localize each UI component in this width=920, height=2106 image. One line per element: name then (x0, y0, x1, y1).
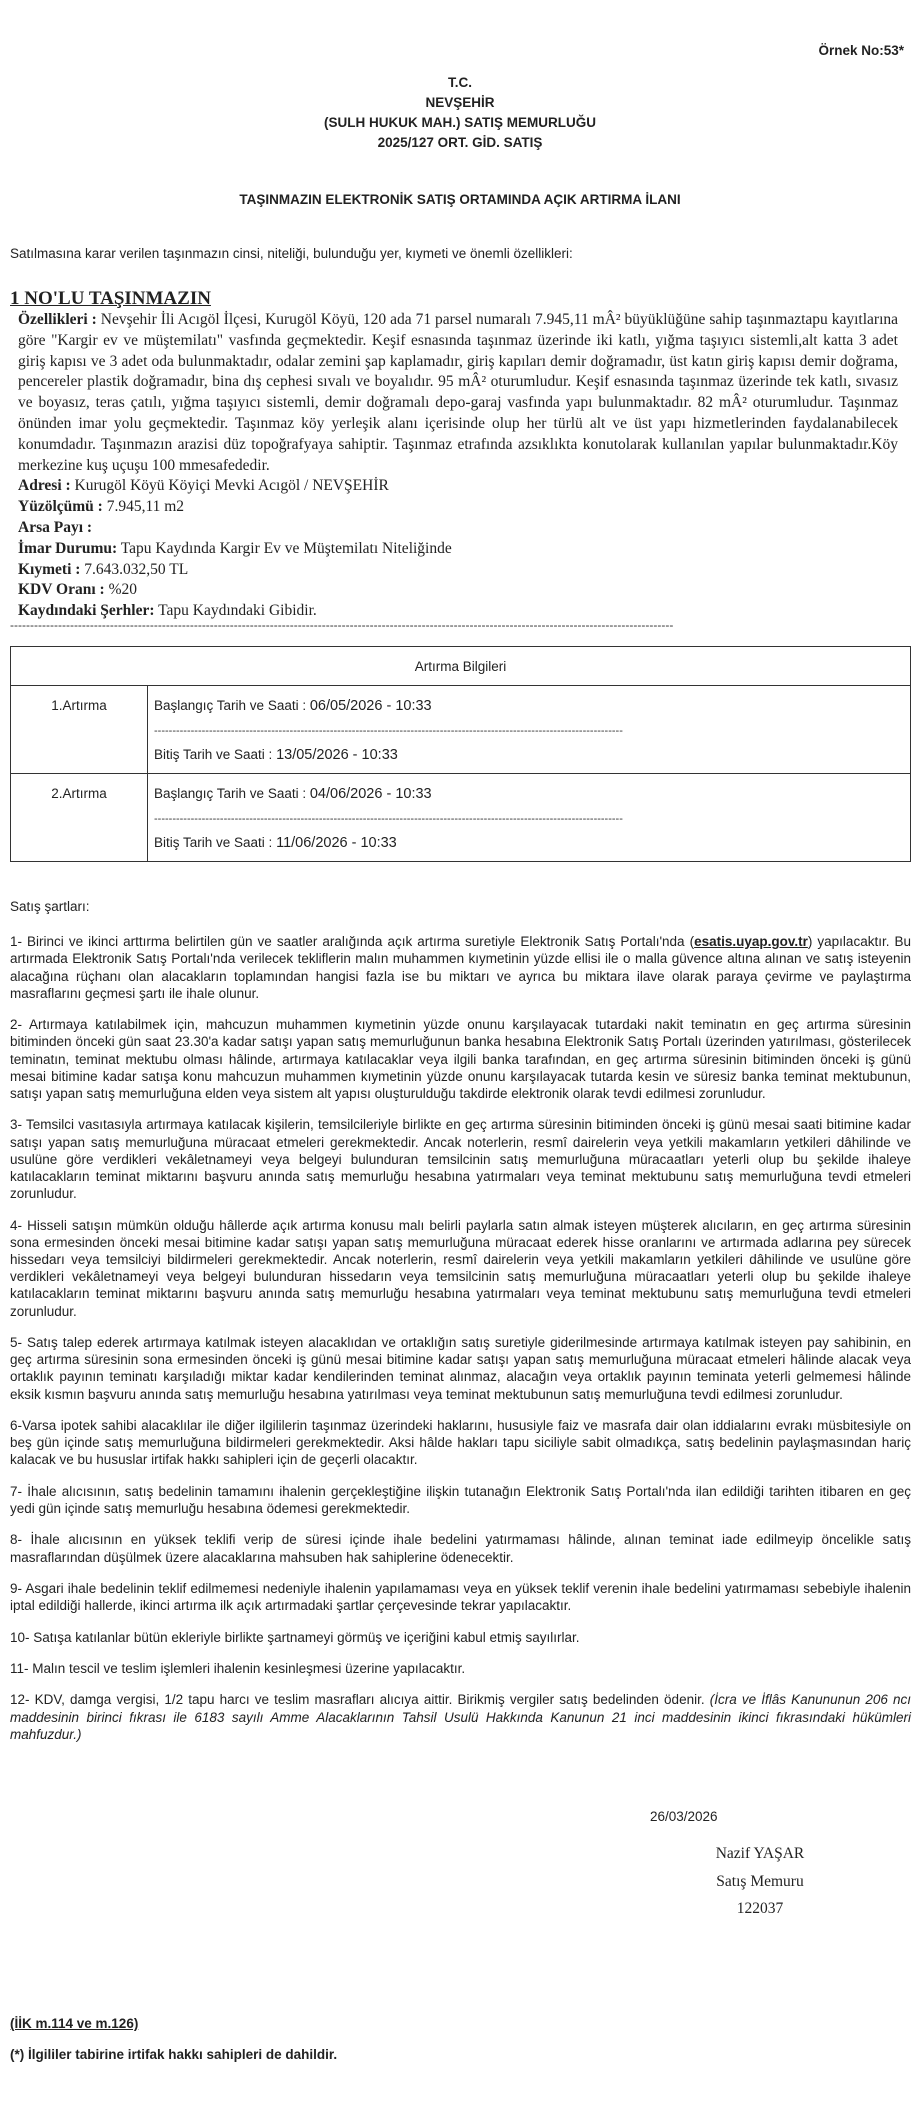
auction-start (154, 784, 904, 804)
auction-end (154, 833, 904, 853)
document-date: 26/03/2026 (650, 1809, 718, 1824)
condition-12-note: (İcra ve İflâs Kanununun 206 ncı maddesinin birinci fıkrası ile 6183 sayılı Amme Alacaklarının Tahsil Usulü Hakkında Kanunun 21 inci maddesinin ikinci fıkrasındaki hükümleri mahfuzdur.) (10, 1692, 911, 1742)
header-line-case-no: 2025/127 ORT. GİD. SATIŞ (377, 135, 543, 150)
header-line-tc: T.C. (447, 75, 472, 90)
date-separator: -------------------------------------------------------------------------------------------------------------------------------- (154, 725, 623, 737)
condition-1 (10, 933, 911, 1002)
zoning-label: İmar Durumu: (18, 539, 118, 557)
auction-name: 1.Artırma (11, 686, 148, 774)
auction-info-table (10, 646, 911, 862)
officer-number: 122037 (736, 1900, 784, 1917)
property-details (10, 310, 898, 622)
address-label: Adresi : (18, 477, 71, 495)
document-header (0, 73, 920, 153)
start-label: Başlangıç Tarih ve Saati : (154, 786, 307, 801)
document-title: TAŞINMAZIN ELEKTRONİK SATIŞ ORTAMINDA AÇIK ARTIRMA İLANI (239, 192, 681, 207)
condition-4: 4- Hisseli satışın mümkün olduğu hâllerde açık artırma konusu malı belirli paylarla satın almak isteyen müşterek alıcıların, en geç artırma süresinin sona ermesinden önceki mesai bitimine kadar satışı yapan satış memurluğuna müracaat ederek hisse oranlarını ve artırmada adlarına pey sürecek hissedarı veya temsilciyi bildirmeleri gerekmektedir. Ancak noterlerin, resmî dairelerin veya yetkili makamların yetkileri dâhilinde ve usulüne göre verdikleri vekâletnameyi veya belgeyi bulunduran hissedarın veya temsilcinin satış memurluğuna müracaatları yeterli olup bu şekilde ihaleye katılacakların teminat miktarını başvuru anında satış memurluğu hesabına yatırmaları veya teminat mektubunu satış memurluğuna tevdi etmeleri zorunludur. (10, 1217, 911, 1319)
property-zoning (18, 539, 898, 560)
portal-link[interactable]: esatis.uyap.gov.tr (694, 934, 808, 950)
vat-label: KDV Oranı : (18, 581, 105, 599)
records-label: Kaydındaki Şerhler: (18, 602, 155, 620)
conditions-title: Satış şartları: (10, 899, 90, 914)
condition-5: 5- Satış talep ederek artırmaya katılmak isteyen alacaklıdan ve ortaklığın satış suretiyle giderilmesinde artırmaya katılmak isteyen pay sahibinin, en geç artırma süresinin sona ermesinden önceki iş günü mesai bitimine kadar satışı yapan satış memurluğuna müracaat etmeleri hâlinde alacak veya ortaklık payının teminatı karşıladığı miktar kadar kendilerinden teminat alınmaz, alacağın veya ortaklık payının teminata yeterli gelmemesi hâlinde eksik kısmın başvuru anında satış memurluğu hesabına yatırılması veya teminat mektubunun satış memurluğuna tevdi edilmesi zorunludur. (10, 1335, 911, 1402)
header-line-office: (SULH HUKUK MAH.) SATIŞ MEMURLUĞU (324, 115, 596, 130)
condition-8: 8- İhale alıcısının en yüksek teklifi verip de süresi içinde ihale bedelini yatırmaması hâlinde, alınan teminat iade edilmeyip öncelikle satış masraflarından düşülmek üzere alacaklarına mahsuben hak sahiplerine ödenecektir. (10, 1532, 911, 1565)
start-date: 06/05/2026 - 10:33 (309, 698, 432, 714)
condition-11: 11- Malın tescil ve teslim işlemleri ihalenin kesinleşmesi üzerine yapılacaktır. (10, 1660, 466, 1676)
intro-text: Satılmasına karar verilen taşınmazın cinsi, niteliği, bulunduğu yer, kıymeti ve önemli özellikleri: (10, 246, 573, 261)
property-heading: 1 NO'LU TAŞINMAZIN (10, 288, 211, 309)
condition-7: 7- İhale alıcısının, satış bedelinin tamamını ihalenin gerçekleştiğine ilişkin tutanağın Elektronik Satış Portalı'nda ilan edildiği tarihten itibaren en geç yedi gün içinde satış memurluğu hesabına ödemesi gerekmektedir. (10, 1483, 911, 1517)
condition-12-text: 12- KDV, damga vergisi, 1/2 tapu harcı ve teslim masrafları alıcıya aittir. Birikmiş vergiler satış bedelinden ödenir. (10, 1692, 705, 1708)
sale-conditions (10, 898, 911, 1757)
condition-9: 9- Asgari ihale bedelinin teklif edilmemesi nedeniyle ihalenin yapılamaması veya en yüksek teklif verenin ihale bedelini yatırmaması sebebiyle ihalenin iptal edildiği hallerde, ikinci artırma ilk açık artırmadaki şartlar çerçevesinde tekrar yapılacaktır. (10, 1581, 911, 1614)
value-label: Kıymeti : (18, 560, 81, 578)
area-value: 7.945,11 m2 (106, 498, 185, 516)
separator-line: ---------------------------------------------------------------------------------------------------------------------------------------------------------------------- (10, 618, 674, 632)
condition-1-text-cont: ) yapılacaktır. Bu artırmada Elektronik Satış Portalı'nda verilecek tekliflerin malın muhammen kıymetinin yüzde ellisi ile o malla güvence altına alınan ve satış isteyenin alacağına rüçhanı olan alacakların toplamından hangisi fazla ise bu miktarı ve ayrıca bu miktara ilave olarak paraya çevirme ve paylaştırma masraflarını geçmesi şartı ile ihale olunur. (10, 934, 911, 1001)
officer-name: Nazif YAŞAR (715, 1845, 805, 1862)
vat-value: %20 (108, 581, 137, 599)
condition-1-text: 1- Birinci ve ikinci arttırma belirtilen gün ve saatler aralığında açık artırma suretiyle Elektronik Satış Portalı'nda ( (10, 934, 695, 950)
zoning-value: Tapu Kaydında Kargir Ev ve Müştemilatı Niteliğinde (120, 539, 452, 557)
area-label: Yüzölçümü : (18, 498, 103, 516)
value-amount: 7.643.032,50 TL (84, 560, 189, 578)
auction-dates (148, 774, 911, 862)
start-label: Başlangıç Tarih ve Saati : (154, 698, 307, 713)
auction-end (154, 745, 904, 765)
records-value: Tapu Kaydındaki Gibidir. (158, 602, 317, 620)
auction-start (154, 696, 904, 716)
property-area (18, 497, 898, 518)
table-row (11, 686, 911, 774)
features-label: Özellikleri : (18, 311, 97, 328)
condition-3: 3- Temsilci vasıtasıyla artırmaya katılacak kişilerin, temsilcileriyle birlikte en geç artırma süresinin bitiminden önceki iş günü mesai saati bitimine kadar satışı yapan satış memurluğuna müracaat etmeleri gerekmektedir. Ancak noterlerin, resmî dairelerin veya yetkili makamların yetkileri dâhilinde ve usulüne göre verdikleri vekâletnameyi veya belgeyi bulunduran temsilcinin satış memurluğuna müracaatları yeterli olup bu şekilde ihaleye katılacakların teminat miktarını başvuru anında satış memurluğu hesabına yatırmaları veya teminat mektubunu satış memurluğuna tevdi etmeleri zorunludur. (10, 1117, 911, 1202)
property-features (18, 310, 898, 476)
property-share (18, 518, 898, 539)
end-label: Bitiş Tarih ve Saati : (154, 747, 273, 762)
officer-title: Satış Memuru (716, 1872, 804, 1890)
sample-number: Örnek No:53* (818, 43, 904, 58)
condition-2: 2- Artırmaya katılabilmek için, mahcuzun muhammen kıymetinin yüzde onunu karşılayacak tutardaki nakit teminatın en geç artırma süresinin bitiminden önceki gün saat 23.30'a kadar satışı yapan satış memurluğunun banka hesabına Elektronik Satış Portalı üzerinden yatırılması, gösterilecek teminatın, teminat mektubu olması hâlinde, artırmaya katılacaklar veya ilgili banka tarafından, en geç artırma süresinin bitiminden önceki iş günü mesai bitimine kadar satışa konu mahcuzun muhammen kıymetinin yüzde onunu karşılayacak tutarda kesin ve süresiz banka teminat mektubunun, satışı yapan satış memurluğuna elden veya sistem alt yapısı oluşturulduğu takdirde elektronik olarak tevdi edilmesi zorunludur. (10, 1017, 911, 1102)
start-date: 04/06/2026 - 10:33 (309, 786, 432, 802)
auction-table-header: Artırma Bilgileri (11, 647, 911, 686)
signature-block (690, 1840, 830, 1923)
address-value: Kurugöl Köyü Köyiçi Mevki Acıgöl / NEVŞEHİR (74, 477, 389, 495)
property-section (10, 288, 898, 622)
condition-12 (10, 1691, 911, 1743)
property-vat (18, 580, 898, 601)
share-label: Arsa Payı : (18, 518, 93, 536)
features-text: Nevşehir İli Acıgöl İlçesi, Kurugöl Köyü, 120 ada 71 parsel numaralı 7.945,11 mÂ² büyüklüğüne sahip taşınmaztapu kayıtlarına göre "Kargir ev ve müştemilatı" vasfında geçmektedir. Keşif esnasında taşınmaz üzerinde iki katlı, yığma taşıyıcı sistemli,alt katta 3 adet giriş kapısı ve 3 adet oda bulunmaktadır, odalar zemini şap kaplamadır, giriş kapıları demir doğramadır, üst katın giriş kapısı demir doğrama, pencereler plastik doğramadır, bina dış cephesi sıvalı ve boyalıdır. 95 mÂ² oturumludur. Keşif esnasında taşınmaz üzerinde tek katlı, sıvasız ve boyasız, teras çatılı, yığma taşıyıcı sistemli, demir doğramalı depo-garaj vasfında yapı bulunmaktadır. 82 mÂ² oturumludur. Taşınmaz önünden imar yolu geçmektedir. Taşınmaz köy yerleşik alanı içerisinde olup her türlü alt ve üst yapı hizmetlerinden faydalanabilecek konumdadır. Taşınmazın arazisi düz topoğrafyaya sahiptir. Taşınmaz etrafında azsıklıkta konutolarak kullanılan yapılar bulunmaktadır.Köy merkezine kuş uçuşu 100 mmesafededir. (18, 311, 899, 474)
end-date: 13/05/2026 - 10:33 (276, 747, 398, 763)
table-row (11, 774, 911, 862)
end-label: Bitiş Tarih ve Saati : (154, 835, 273, 850)
condition-10: 10- Satışa katılanlar bütün ekleriyle birlikte şartnameyi görmüş ve içeriğini kabul etmiş sayılırlar. (10, 1629, 580, 1645)
legal-reference: (İİK m.114 ve m.126) (10, 2016, 139, 2031)
auction-dates (148, 686, 911, 774)
property-address (18, 476, 898, 497)
end-date: 11/06/2026 - 10:33 (276, 835, 397, 851)
auction-name: 2.Artırma (11, 774, 148, 862)
property-value (18, 560, 898, 581)
condition-6: 6-Varsa ipotek sahibi alacaklılar ile diğer ilgililerin taşınmaz üzerindeki haklarını, hususiyle faiz ve masrafa dair olan iddialarını evrakı müsbitesiyle on beş gün içinde satış memurluğuna bildirmeleri gerekmektedir. Aksi hâlde hakları tapu siciliyle sabit olmadıkça, satış bedelinin paylaşmasından hariç kalacak ve bu hususlar irtifak hakkı sahipleri için de geçerli olacaktır. (10, 1418, 911, 1468)
header-line-city: NEVŞEHİR (425, 95, 495, 110)
date-separator: -------------------------------------------------------------------------------------------------------------------------------- (154, 813, 623, 825)
footnote: (*) İlgililer tabirine irtifak hakkı sahipleri de dahildir. (10, 2047, 338, 2062)
